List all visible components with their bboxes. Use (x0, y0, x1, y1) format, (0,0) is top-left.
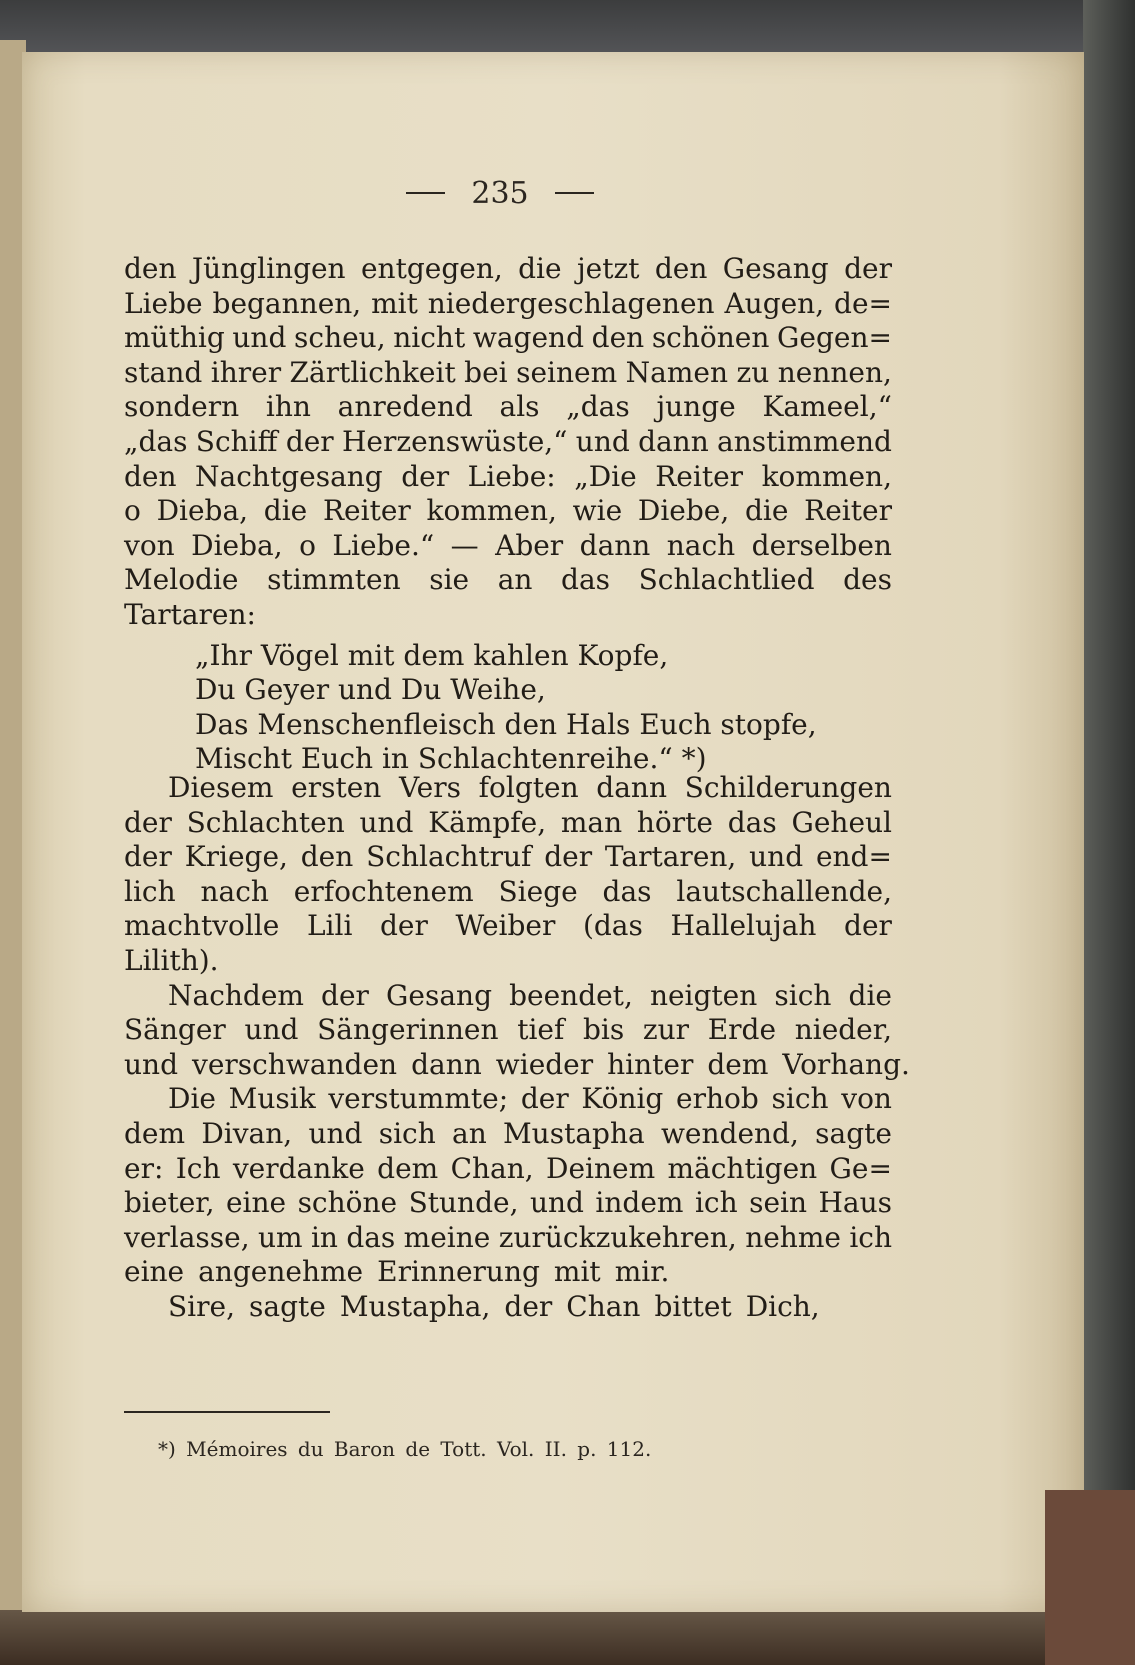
page-number (380, 168, 620, 218)
text-line: der Kriege, den Schlachtruf der Tartaren, und end= (124, 840, 892, 874)
text-line: Sire, sagte Mustapha, der Chan bittet Dich, (168, 1290, 820, 1323)
book-cover-right (1083, 0, 1135, 1665)
page-number-dash-right (555, 192, 594, 194)
text-line: der Schlachten und Kämpfe, man hörte das Geheul (124, 805, 892, 839)
text-line: Sänger und Sängerinnen tief bis zur Erde nieder, (124, 1013, 892, 1047)
text-line: Die Musik verstummte; der König erhob sich von (168, 1082, 892, 1116)
text-line: von Dieba, o Liebe.“ — Aber dann nach derselben (124, 528, 892, 562)
text-line: Tartaren: (124, 598, 256, 631)
text-line: den Jünglingen entgegen, die jetzt den Gesang der (124, 252, 892, 285)
text-line: bieter, eine schöne Stunde, und indem ich sein Haus (124, 1186, 892, 1220)
text-line: Melodie stimmten sie an das Schlachtlied des (124, 563, 892, 597)
footnote: *) Mémoires du Baron de Tott. Vol. II. p. 112. (158, 1437, 652, 1461)
verse-line: Das Menschenfleisch den Hals Euch stopfe, (195, 707, 817, 741)
leather-corner (1045, 1490, 1135, 1665)
text-line: und verschwanden dann wieder hinter dem Vorhang. (124, 1047, 910, 1081)
page-number-text: 235 (471, 175, 529, 211)
text-line: den Nachtgesang der Liebe: „Die Reiter kommen, (124, 459, 892, 493)
book-cover-bottom (0, 1605, 1135, 1665)
text-line: müthig und scheu, nicht wagend den schönen Gegen= (124, 321, 892, 355)
text-line: er: Ich verdanke dem Chan, Deinem mächtigen Ge= (124, 1151, 892, 1185)
text-line: Nachdem der Gesang beendet, neigten sich die (168, 978, 892, 1012)
page-number-dash-left (406, 192, 445, 194)
text-line: stand ihrer Zärtlichkeit bei seinem Namen zu nennen, (124, 355, 892, 389)
book-cover-top (0, 0, 1135, 58)
text-line: machtvolle Lili der Weiber (das Hallelujah der (124, 909, 892, 943)
text-line: Lilith). (124, 944, 219, 977)
text-line: o Dieba, die Reiter kommen, wie Diebe, die Reiter (124, 494, 892, 528)
footnote-rule (124, 1411, 330, 1413)
text-line: sondern ihn anredend als „das junge Kameel,“ (124, 390, 892, 424)
text-line: dem Divan, und sich an Mustapha wendend, sagte (124, 1117, 892, 1150)
verse-line: Mischt Euch in Schlachtenreihe.“ *) (195, 742, 707, 776)
text-line: verlasse, um in das meine zurückzukehren, nehme ich (124, 1220, 892, 1254)
text-line: lich nach erfochtenem Siege das lautschallende, (124, 874, 892, 908)
text-line: „das Schiff der Herzenswüste,“ und dann anstimmend (124, 425, 892, 458)
text-line: Liebe begannen, mit niedergeschlagenen Augen, de= (124, 286, 892, 320)
verse-line: Du Geyer und Du Weihe, (195, 673, 546, 707)
verse-line: „Ihr Vögel mit dem kahlen Kopfe, (195, 638, 669, 672)
text-line: Diesem ersten Vers folgten dann Schilderungen (168, 771, 892, 804)
text-line: eine angenehme Erinnerung mit mir. (124, 1255, 670, 1289)
